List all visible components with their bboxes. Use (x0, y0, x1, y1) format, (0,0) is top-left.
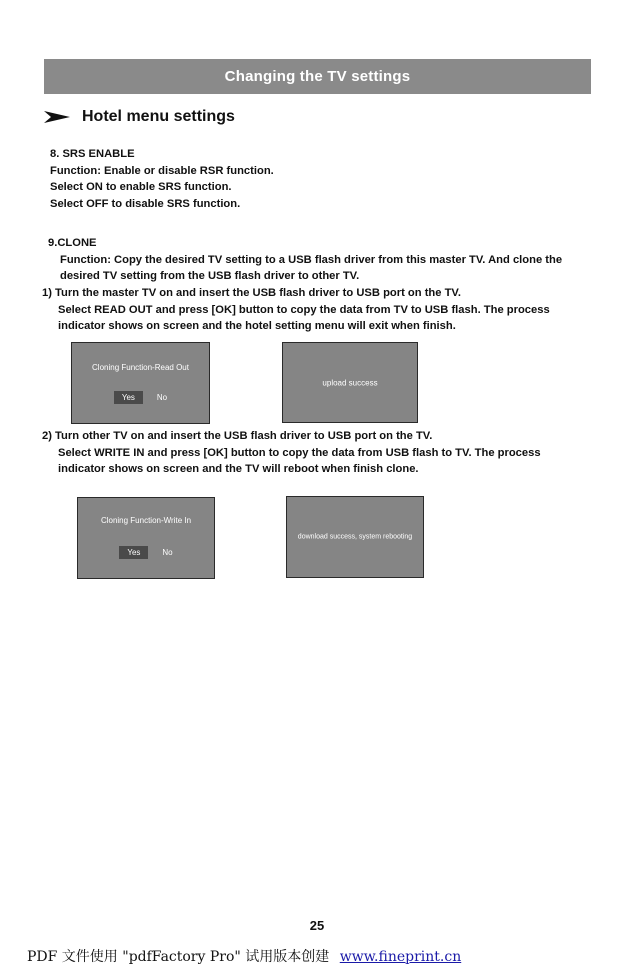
section-heading-text: Hotel menu settings (82, 108, 235, 125)
srs-section (50, 146, 274, 212)
no-button[interactable]: No (162, 548, 173, 557)
download-success-screen (286, 496, 424, 578)
arrow-icon (44, 111, 70, 123)
download-message: download success, system rebooting (297, 533, 413, 541)
write-in-screen (77, 497, 215, 579)
clone-function-line: desired TV setting from the USB flash driver to other TV. (60, 270, 360, 282)
srs-line: Function: Enable or disable RSR function. (50, 164, 274, 177)
clone-step2 (42, 428, 541, 478)
srs-line: Select ON to enable SRS function. (50, 181, 232, 193)
clone-title: 9.CLONE (48, 237, 97, 249)
footer (27, 946, 461, 966)
write-in-title: Cloning Function-Write In (100, 516, 192, 525)
section-heading (44, 106, 235, 128)
step2-line: indicator shows on screen and the TV will reboot when finish clone. (58, 463, 419, 475)
footer-link[interactable]: www.fineprint.cn (339, 949, 462, 965)
no-button[interactable]: No (156, 393, 168, 402)
header-title: Changing the TV settings (224, 68, 411, 85)
upload-message: upload success (322, 378, 378, 387)
step1-line: Select READ OUT and press [OK] button to copy the data from TV to USB flash. The process (58, 303, 550, 316)
clone-function-line: Function: Copy the desired TV setting to a USB flash driver from this master TV. And clone the (60, 253, 563, 266)
clone-section (48, 235, 562, 285)
yes-button[interactable]: Yes (114, 391, 143, 404)
step1-line: 1) Turn the master TV on and insert the USB flash driver to USB port on the TV. (42, 287, 461, 299)
read-out-title: Cloning Function-Read Out (92, 363, 189, 372)
step1-line: indicator shows on screen and the hotel setting menu will exit when finish. (58, 320, 456, 332)
footer-text: PDF 文件使用 "pdfFactory Pro" 试用版本创建 (27, 949, 330, 965)
step2-line: 2) Turn other TV on and insert the USB flash driver to USB port on the TV. (42, 430, 433, 442)
upload-success-screen (282, 342, 418, 423)
srs-line: Select OFF to disable SRS function. (50, 197, 241, 210)
clone-step1 (42, 285, 550, 335)
step2-line: Select WRITE IN and press [OK] button to copy the data from USB flash to TV. The process (58, 446, 541, 459)
read-out-buttons (72, 391, 209, 404)
read-out-screen (71, 342, 210, 424)
srs-title: 8. SRS ENABLE (50, 148, 135, 160)
yes-button[interactable]: Yes (119, 546, 148, 559)
write-in-buttons (78, 546, 214, 559)
page-header-bar (44, 59, 591, 94)
page-number: 25 (309, 918, 325, 933)
